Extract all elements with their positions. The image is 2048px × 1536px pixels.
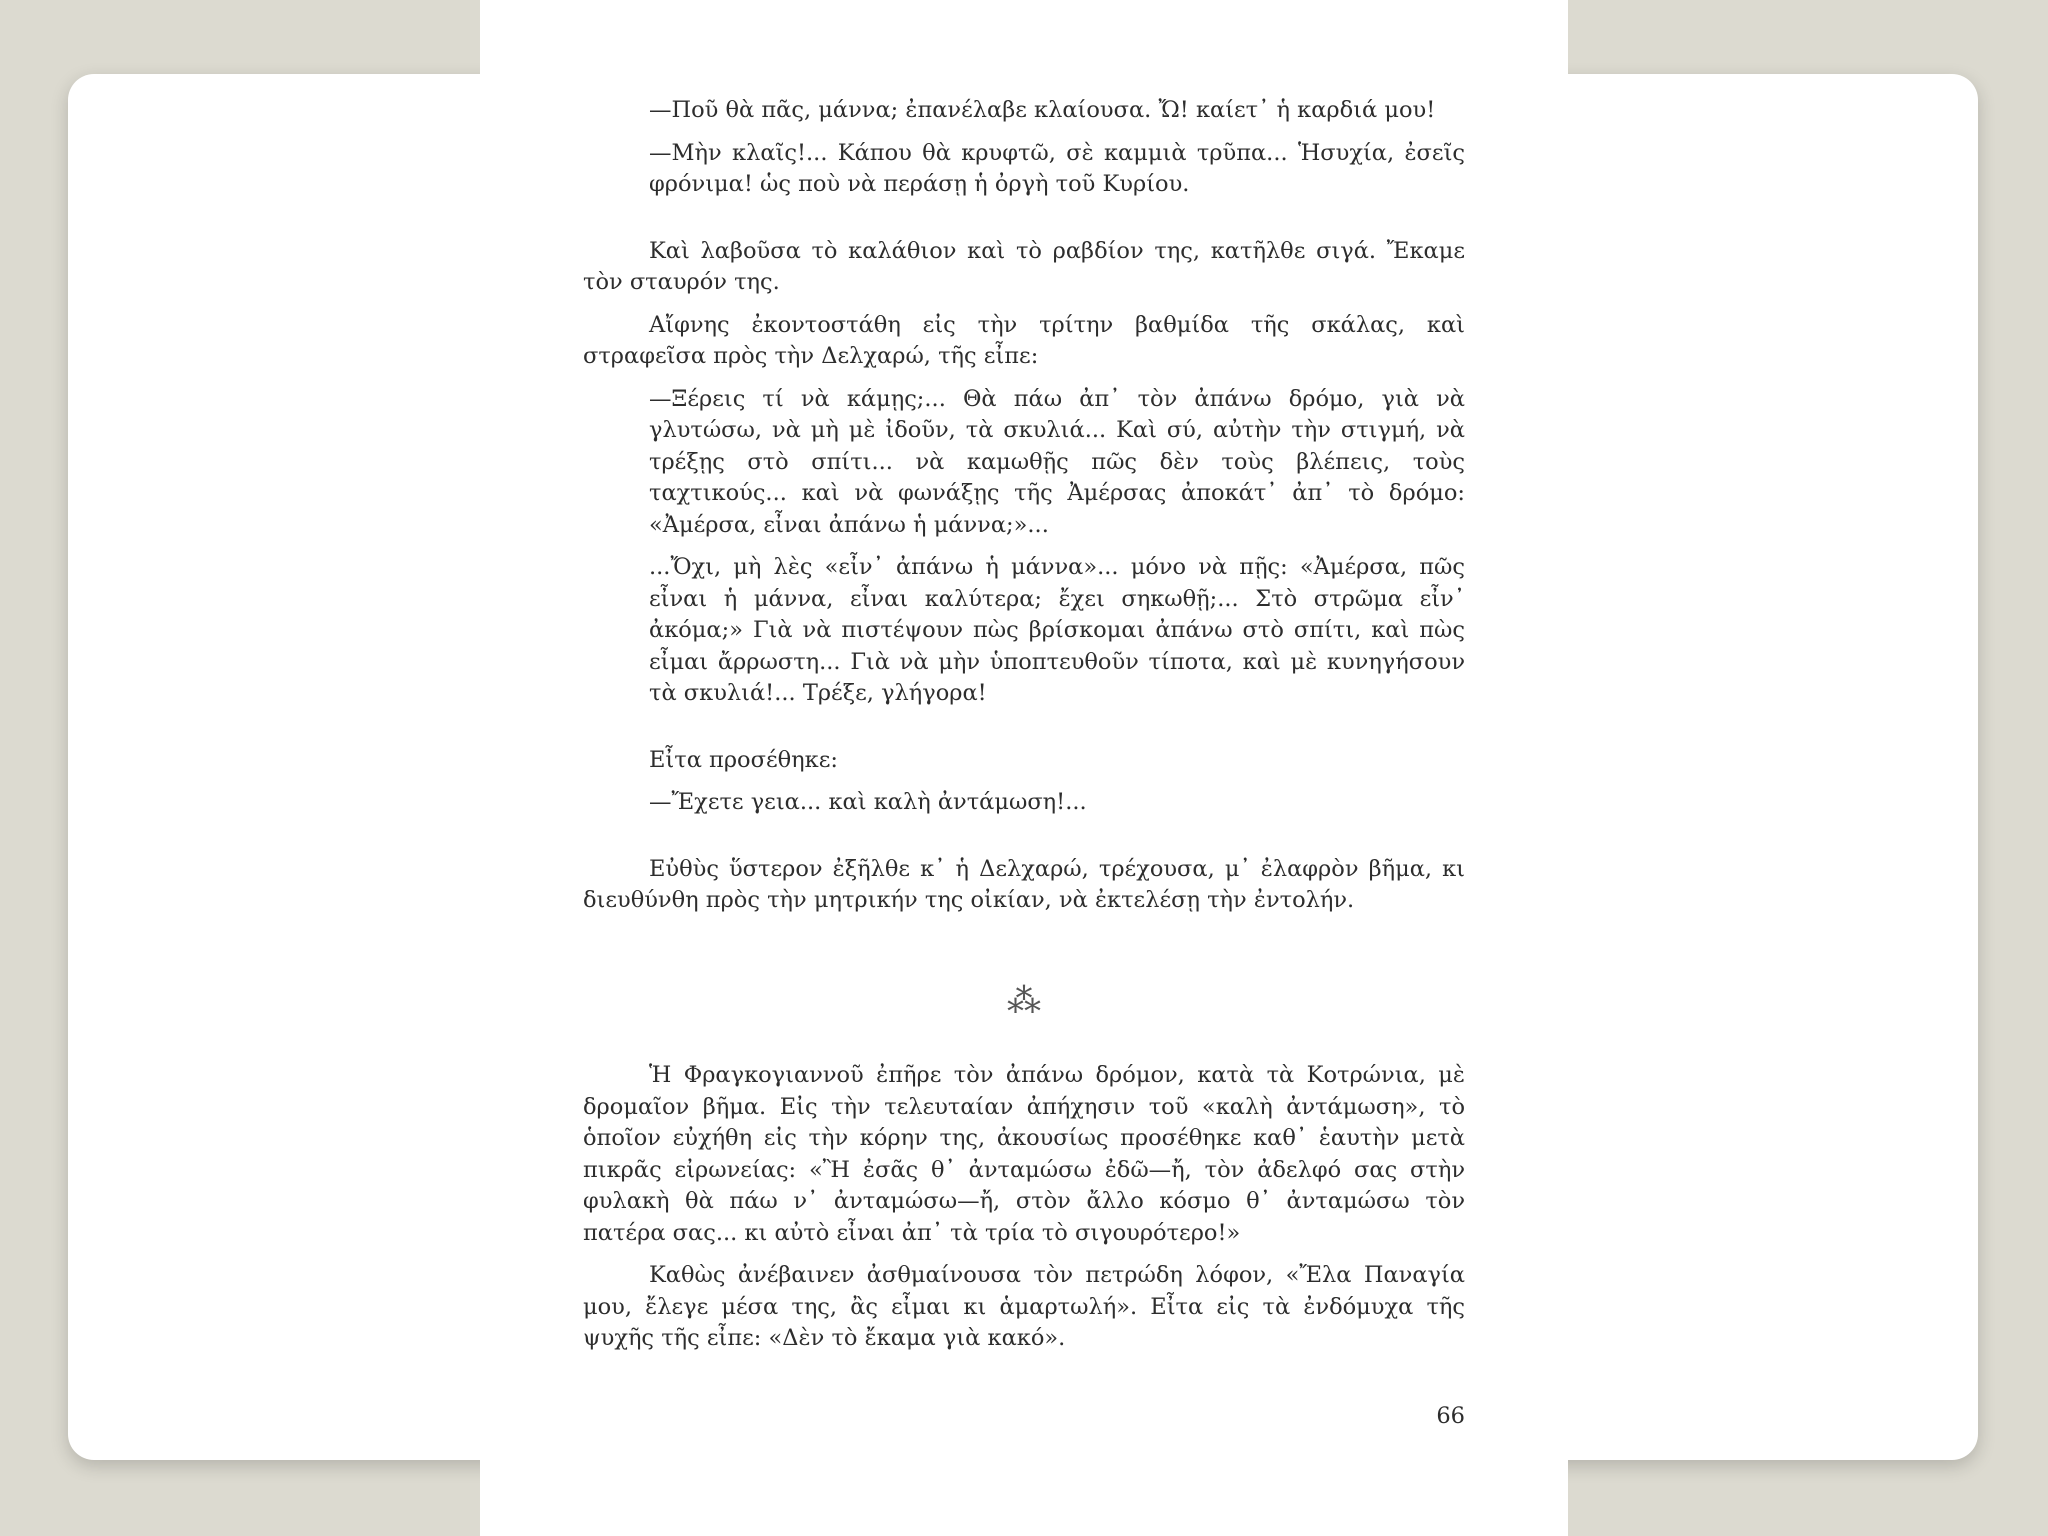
paragraph-11: Καθὼς ἀνέβαινεν ἀσθμαίνουσα τὸν πετρώδη λόφον, «Ἔλα Παναγία μου, ἔλεγε μέσα της, ἂς εἶμαι κι ἁμαρτωλή». Εἶτα εἰς τὰ ἐνδόμυχα τῆς ψυχῆς τῆς εἶπε: «Δὲν τὸ ἔκαμα γιὰ κακό». bbox=[583, 1262, 1465, 1351]
paragraph-1: —Ποῦ θὰ πᾶς, μάννα; ἐπανέλαβε κλαίουσα. Ὤ! καίετ᾽ ἡ καρδιά μου! bbox=[649, 97, 1436, 123]
paragraph-4: Αἴφνης ἐκοντοστάθη εἰς τὴν τρίτην βαθμίδα τῆς σκάλας, καὶ στραφεῖσα πρὸς τὴν Δελχαρώ, τῆς εἶπε: bbox=[583, 311, 1465, 369]
paragraph-9: Εὐθὺς ὕστερον ἐξῆλθε κ᾽ ἡ Δελχαρώ, τρέχουσα, μ᾽ ἐλαφρὸν βῆμα, κι διευθύνθη πρὸς τὴν μητρικήν της οἰκίαν, νὰ ἐκτελέσῃ τὴν ἐντολήν. bbox=[583, 855, 1465, 913]
section-ornament: ⁂ bbox=[1007, 981, 1041, 1021]
paragraph-6: ...Ὄχι, μὴ λὲς «εἶν᾽ ἀπάνω ἡ μάννα»... μόνο νὰ πῇς: «Ἀμέρσα, πῶς εἶναι ἡ μάννα, εἶναι καλύτερα; ἔχει σηκωθῇ;... Στὸ στρῶμα εἶν᾽ ἀκόμα;» Γιὰ νὰ πιστέψουν πὼς βρίσκομαι ἀπάνω στὸ σπίτι, καὶ πὼς εἶμαι ἄρρωστη... Γιὰ νὰ μὴν ὑποπτευθοῦν τίποτα, καὶ μὲ κυνηγήσουν τὰ σκυλιά!... Τρέξε, γλήγορα! bbox=[649, 554, 1465, 706]
paragraph-3: Καὶ λαβοῦσα τὸ καλάθιον καὶ τὸ ραβδίον της, κατῆλθε σιγά. Ἔκαμε τὸν σταυρόν της. bbox=[583, 237, 1465, 295]
paragraph-7: Εἶτα προσέθηκε: bbox=[649, 746, 838, 773]
page-text-continued bbox=[583, 1060, 1465, 1355]
paragraph-8: —Ἔχετε γεια... καὶ καλὴ ἀντάμωση!... bbox=[649, 789, 1087, 815]
paragraph-10: Ἡ Φραγκογιαννοῦ ἐπῆρε τὸν ἀπάνω δρόμον, κατὰ τὰ Κοτρώνια, μὲ δρομαῖον βῆμα. Εἰς τὴν τελευταίαν ἀπήχησιν τοῦ «καλὴ ἀντάμωση», τὸ ὁποῖον εὐχήθη εἰς τὴν κόρην της, ἀκουσίως προσέθηκε καθ᾽ ἑαυτὴν μετὰ πικρᾶς εἰρωνείας: «Ἢ ἐσᾶς θ᾽ ἀνταμώσω ἐδῶ—ἤ, τὸν ἀδελφό σας στὴν φυλακὴ θὰ πάω ν᾽ ἀνταμώσω—ἤ, στὸν ἄλλο κόσμο θ᾽ ἀνταμώσω τὸν πατέρα σας... κι αὐτὸ εἶναι ἀπ᾽ τὰ τρία τὸ σιγουρότερο!» bbox=[583, 1062, 1465, 1246]
paragraph-5: —Ξέρεις τί νὰ κάμῃς;... Θὰ πάω ἀπ᾽ τὸν ἀπάνω δρόμο, γιὰ νὰ γλυτώσω, νὰ μὴ μὲ ἰδοῦν, τὰ σκυλιά... Καὶ σύ, αὐτὴν τὴν στιγμή, νὰ τρέξῃς στὸ σπίτι... νὰ καμωθῇς πῶς δὲν τοὺς βλέπεις, τοὺς ταχτικούς... καὶ νὰ φωνάξῃς τῆς Ἀμέρσας ἀποκάτ᾽ ἀπ᾽ τὸ δρόμο: «Ἀμέρσα, εἶναι ἀπάνω ἡ μάννα;»... bbox=[649, 385, 1465, 538]
document-page bbox=[480, 0, 1568, 1536]
page-text bbox=[583, 95, 1465, 917]
paragraph-2: —Μὴν κλαῖς!... Κάπου θὰ κρυφτῶ, σὲ καμμιὰ τρῦπα... Ἡσυχία, ἐσεῖς φρόνιμα! ὡς ποὺ νὰ περάσῃ ἡ ὀργὴ τοῦ Κυρίου. bbox=[649, 139, 1465, 197]
page-number: 66 bbox=[1436, 1403, 1465, 1429]
